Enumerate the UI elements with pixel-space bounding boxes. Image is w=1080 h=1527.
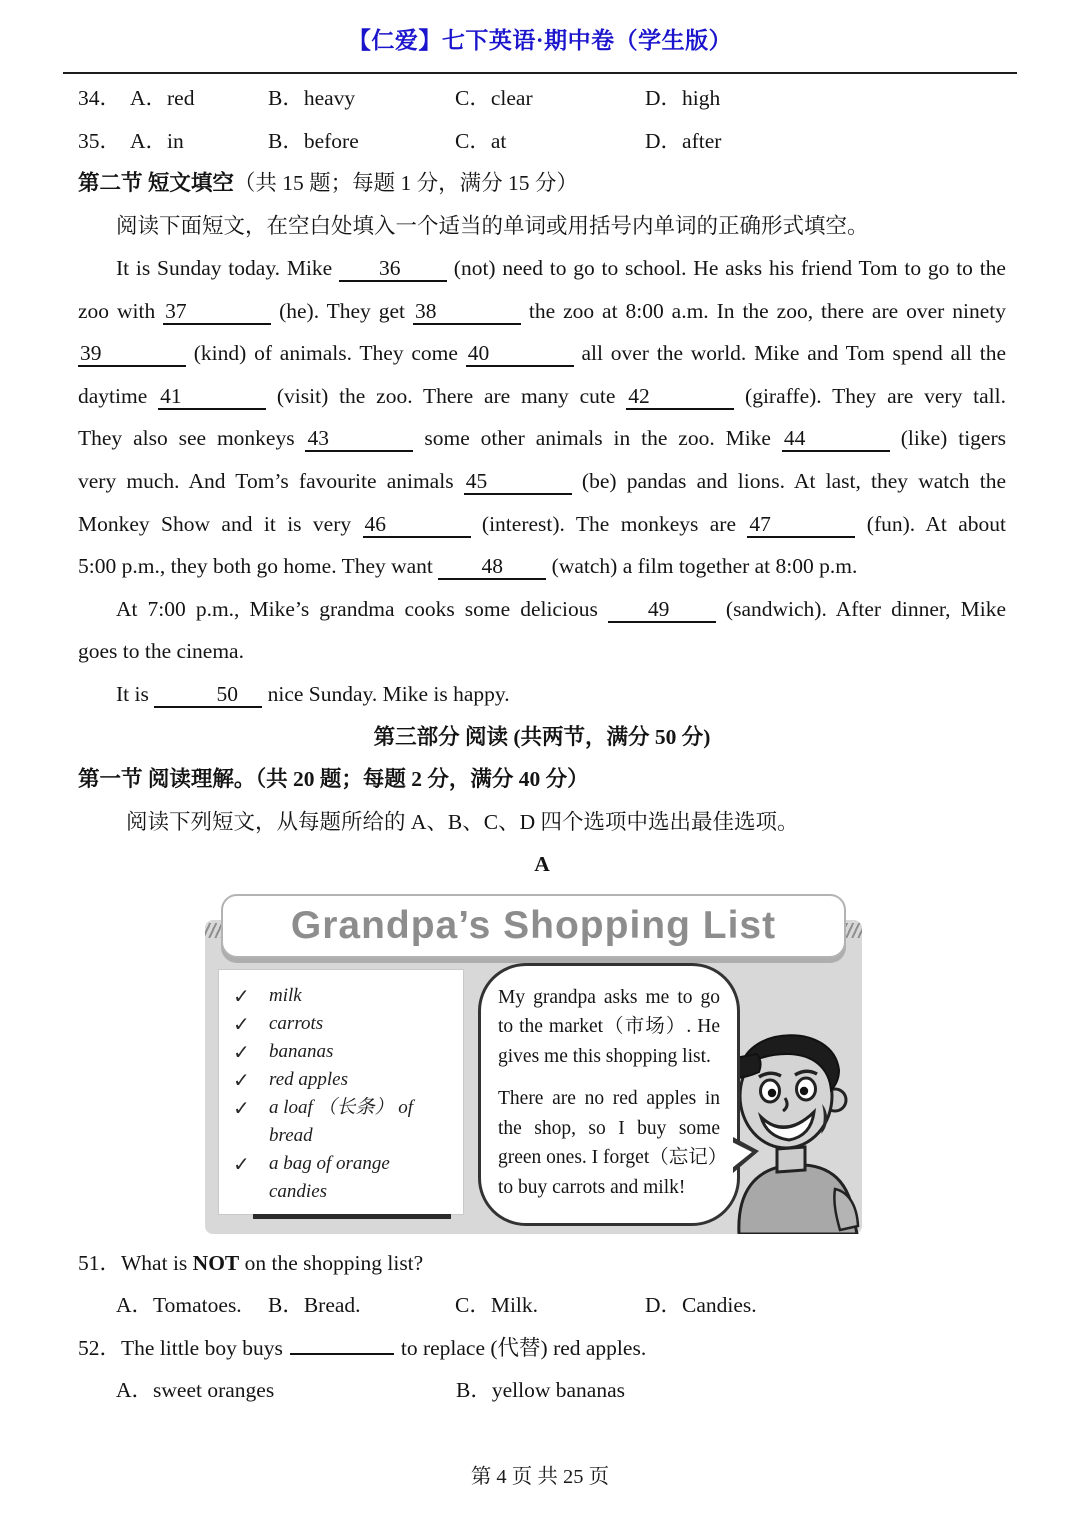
question-number: 35． xyxy=(78,128,122,153)
hatch-right-decoration xyxy=(846,923,862,938)
figure-banner xyxy=(221,894,846,958)
passage-line: 5:00 p.m., they both go home. They want 48 (watch) a film together at 8:00 p.m. xyxy=(78,554,858,579)
option-c: C．clear xyxy=(455,86,533,110)
question-34-options xyxy=(78,77,1006,120)
shopping-list-item xyxy=(233,1066,453,1094)
hatch-left-decoration xyxy=(205,923,221,938)
cloze-blank-50: 50 xyxy=(154,682,262,708)
checkmark-icon: ✓ xyxy=(233,1095,250,1120)
shopping-list-item xyxy=(233,1094,453,1150)
shopping-list-item-text: carrots xyxy=(269,1012,324,1034)
header-divider xyxy=(63,72,1017,74)
passage-line: At 7:00 p.m., Mike’s grandma cooks some delicious 49 (sandwich). After dinner, Mike xyxy=(116,596,1006,621)
cloze-blank-46: 46 xyxy=(363,512,471,538)
section2-title: 第二节 短文填空 xyxy=(78,171,234,195)
passage-line: daytime 41 (visit) the zoo. There are many cute 42 (giraffe). They are very tall. xyxy=(78,383,1006,408)
passage-line: It is 50 nice Sunday. Mike is happy. xyxy=(116,681,510,706)
section2-heading xyxy=(78,162,1006,205)
section2-title-detail: （共 15 题；每题 1 分，满分 15 分） xyxy=(233,171,578,195)
cloze-blank-49: 49 xyxy=(608,597,716,623)
not-emphasis: NOT xyxy=(192,1250,240,1275)
cloze-blank-48: 48 xyxy=(438,554,546,580)
checkmark-icon: ✓ xyxy=(233,1039,250,1064)
option-a: A．sweet oranges xyxy=(116,1378,275,1403)
option-d: D．high xyxy=(645,86,721,110)
speech-bubble-tail-fill xyxy=(732,1142,752,1168)
bubble-paragraph: My grandpa asks me to go to the market（市场）. He gives me this shopping list. xyxy=(498,986,720,1067)
speech-bubble xyxy=(478,963,740,1226)
cloze-blank-37: 37 xyxy=(163,299,271,325)
option-c: C．Milk. xyxy=(455,1293,539,1318)
question-52-stem xyxy=(78,1327,1006,1370)
cloze-blank-36: 36 xyxy=(339,256,447,282)
option-b: B．heavy xyxy=(268,86,356,110)
passage-line: 39 (kind) of animals. They come 40 all over the world. Mike and Tom spend all the xyxy=(80,341,1006,366)
checkmark-icon: ✓ xyxy=(233,1067,250,1092)
shopping-list-item-text: a bag of orange candies xyxy=(269,1152,390,1202)
document-title: 【仁爱】七下英语·期中卷（学生版） xyxy=(347,28,733,53)
shopping-list-item xyxy=(233,1010,453,1038)
question-51-stem xyxy=(78,1242,1006,1285)
checkmark-icon: ✓ xyxy=(233,1151,250,1176)
bubble-paragraph: There are no red apples in the shop, so I buy some green ones. I forget（忘记） to buy carrots and milk! xyxy=(498,1088,728,1198)
shopping-list-item xyxy=(233,1038,453,1066)
cloze-blank-38: 38 xyxy=(413,299,521,325)
part3-heading: 第三部分 阅读 (共两节，满分 50 分) xyxy=(373,724,711,749)
shopping-list-item-text: bananas xyxy=(269,1040,334,1062)
section1-heading: 第一节 阅读理解。（共 20 题；每题 2 分，满分 40 分） xyxy=(78,767,589,792)
question-text-pre: The little boy buys xyxy=(121,1335,283,1360)
option-d: D．after xyxy=(645,128,722,153)
cloze-blank-39: 39 xyxy=(78,341,186,367)
passage-line: goes to the cinema. xyxy=(78,639,244,664)
shopping-list-item-text: red apples xyxy=(269,1068,348,1090)
cloze-blank-47: 47 xyxy=(747,512,855,538)
answer-blank xyxy=(290,1331,394,1355)
option-c: C．at xyxy=(455,128,507,153)
shopping-list xyxy=(233,982,453,1206)
option-b: B．Bread. xyxy=(268,1293,361,1318)
page-footer: 第 4 页 共 25 页 xyxy=(470,1466,610,1488)
figure-banner-title: Grandpa’s Shopping List xyxy=(290,903,777,947)
cloze-blank-42: 42 xyxy=(626,384,734,410)
shopping-list-panel xyxy=(218,969,464,1215)
passage-line: It is Sunday today. Mike 36 (not) need to go to school. He asks his friend Tom to go to the xyxy=(116,256,1006,280)
question-text-post: to replace (代替) red apples. xyxy=(400,1335,647,1360)
page-content xyxy=(78,77,1006,1412)
cloze-passage xyxy=(78,247,1006,716)
checkmark-icon: ✓ xyxy=(233,1011,250,1036)
question-number: 51． xyxy=(78,1250,122,1275)
shopping-list-figure xyxy=(205,894,862,1234)
question-51-options xyxy=(78,1284,1006,1327)
cloze-blank-41: 41 xyxy=(158,384,266,410)
option-b: B．yellow bananas xyxy=(456,1378,625,1403)
passage-line: They also see monkeys 43 some other animals in the zoo. Mike 44 (like) tigers xyxy=(78,426,1006,451)
option-a: A．Tomatoes. xyxy=(116,1293,242,1318)
section1-instruction: 阅读下列短文，从每题所给的 A、B、C、D 四个选项中选出最佳选项。 xyxy=(126,809,799,834)
option-a: A．red xyxy=(130,86,195,110)
passage-line: very much. And Tom’s favourite animals 45 (be) pandas and lions. At last, they watch the xyxy=(78,468,1006,493)
shopping-list-item-text: milk xyxy=(269,984,302,1006)
passage-line: zoo with 37 (he). They get 38 the zoo at 8:00 a.m. In the zoo, there are over ninety xyxy=(78,298,1006,323)
cloze-blank-44: 44 xyxy=(782,426,890,452)
cloze-blank-45: 45 xyxy=(464,469,572,495)
page-header xyxy=(0,0,1080,56)
speech-bubble-text xyxy=(498,983,728,1203)
shopping-list-item-text: a loaf （长条） of bread xyxy=(269,1096,414,1146)
question-number: 52． xyxy=(78,1335,122,1360)
cloze-blank-40: 40 xyxy=(466,341,574,367)
option-b: B．before xyxy=(268,128,359,153)
question-52-options xyxy=(78,1369,1006,1412)
checkmark-icon: ✓ xyxy=(233,983,250,1008)
option-a: A．in xyxy=(130,128,184,153)
passage-line: Monkey Show and it is very 46 (interest). The monkeys are 47 (fun). At about xyxy=(78,511,1006,536)
passage-a-label: A xyxy=(534,852,550,877)
shopping-list-item xyxy=(233,982,453,1010)
question-text: What is NOT on the shopping list? xyxy=(121,1250,424,1275)
cloze-blank-43: 43 xyxy=(305,426,413,452)
question-35-options xyxy=(78,120,1006,163)
question-number: 34． xyxy=(78,86,122,110)
shopping-list-item xyxy=(233,1150,453,1206)
section2-instruction: 阅读下面短文，在空白处填入一个适当的单词或用括号内单词的正确形式填空。 xyxy=(116,213,869,238)
option-d: D．Candies. xyxy=(645,1293,757,1318)
